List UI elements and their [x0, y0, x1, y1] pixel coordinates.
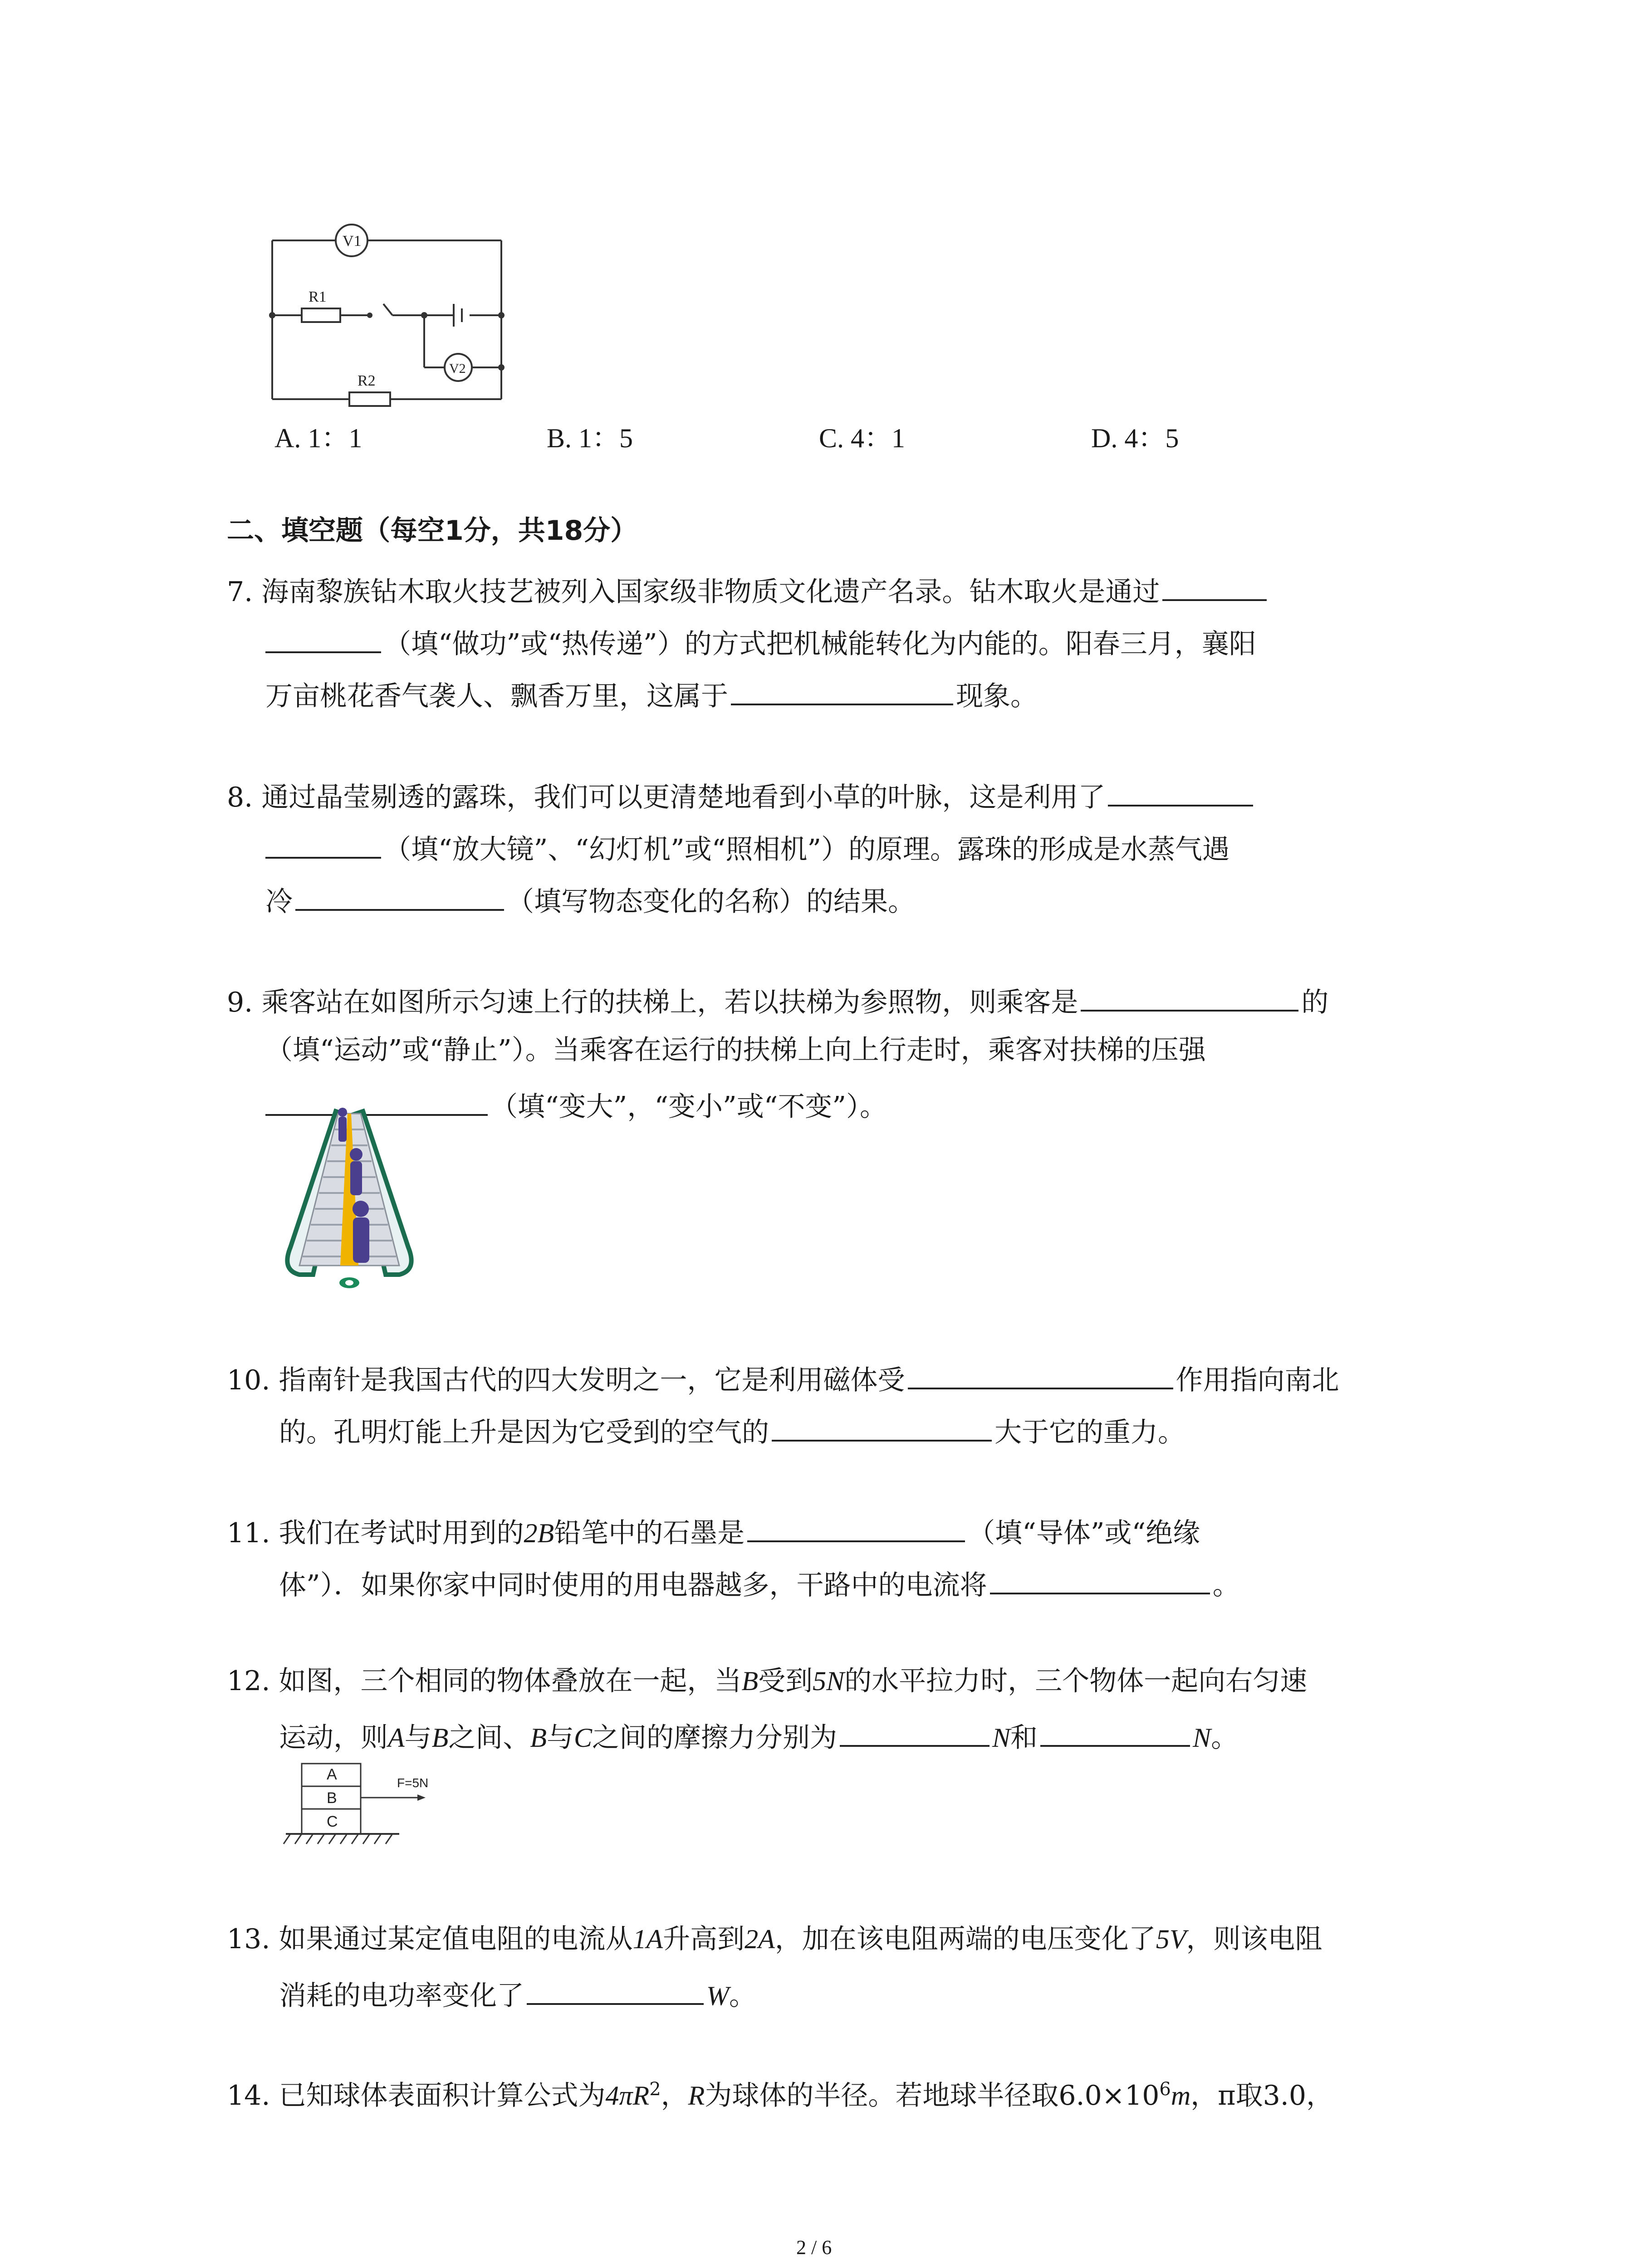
stacked-blocks-figure: [281, 1760, 463, 1864]
q8-line1: 8. 通过晶莹剔透的露珠，我们可以更清楚地看到小草的叶脉，这是利用了: [227, 779, 1256, 811]
block-a-label: A: [327, 1766, 337, 1783]
q10-line1: 10. 指南针是我国古代的四大发明之一，它是利用磁体受 作用指向南北: [227, 1362, 1339, 1394]
option-d: D. 4：5: [1091, 423, 1179, 453]
v1-label: V1: [343, 233, 362, 249]
section-title: 二、填空题（每空1分，共18分）: [227, 515, 638, 547]
q7-line2: （填“做功”或“热传递”）的方式把机械能转化为内能的。阳春三月，襄阳: [265, 626, 1256, 658]
q14-line1: 14. 已知球体表面积计算公式为$4\pi R^2$，R为球体的半径。若地球半径取$6.0\times 10^6m$，π取3.0，: [227, 2079, 1334, 2112]
option-a: A. 1：1: [274, 423, 362, 453]
q7-blank1-cont[interactable]: [265, 626, 381, 653]
q7-blank1[interactable]: [1162, 574, 1267, 601]
r1-label: R1: [309, 288, 327, 305]
q12-blank1[interactable]: [840, 1720, 989, 1747]
q7-blank2[interactable]: [731, 678, 953, 705]
q8-blank1-cont[interactable]: [265, 831, 381, 859]
q7-line1: 7. 海南黎族钻木取火技艺被列入国家级非物质文化遗产名录。钻木取火是通过: [227, 574, 1269, 606]
option-b: B. 1：5: [547, 423, 633, 453]
q9-line1: 9. 乘客站在如图所示匀速上行的扶梯上，若以扶梯为参照物，则乘客是 的: [227, 984, 1328, 1016]
q9-line3: （填“变大”，“变小”或“不变”）。: [265, 1089, 887, 1120]
circuit-diagram: [254, 218, 517, 413]
q9-blank1[interactable]: [1081, 984, 1298, 1012]
q10-blank1[interactable]: [908, 1362, 1173, 1389]
escalator-illustration: [263, 1102, 436, 1293]
force-label: F=5N: [397, 1776, 429, 1790]
q8-line2: （填“放大镜”、“幻灯机”或“照相机”）的原理。露珠的形成是水蒸气遇: [265, 831, 1230, 863]
q12-line2: 运动，则A与B之间、B与C之间的摩擦力分别为 N和 N。: [279, 1720, 1238, 1751]
q11-blank2[interactable]: [990, 1567, 1210, 1594]
q13-line2: 消耗的电功率变化了 W。: [279, 1978, 756, 2009]
q12-blank2[interactable]: [1040, 1720, 1190, 1747]
block-b-label: B: [327, 1789, 337, 1807]
q11-blank1[interactable]: [747, 1515, 965, 1542]
q7-line3: 万亩桃花香气袭人、飘香万里，这属于 现象。: [265, 678, 1038, 710]
q12-line1: 12. 如图，三个相同的物体叠放在一起，当B受到5N的水平拉力时，三个物体一起向右匀速: [227, 1665, 1308, 1697]
q13-line1: 13. 如果通过某定值电阻的电流从1A升高到2A，加在该电阻两端的电压变化了5V，则该电阻: [227, 1923, 1323, 1955]
q8-blank1[interactable]: [1108, 779, 1253, 807]
q8-line3: 冷 （填写物态变化的名称）的结果。: [265, 884, 915, 915]
q10-line2: 的。孔明灯能上升是因为它受到的空气的 大于它的重力。: [279, 1414, 1185, 1446]
block-c-label: C: [327, 1813, 338, 1830]
option-c: C. 4：1: [819, 423, 906, 453]
r2-label: R2: [358, 372, 376, 389]
page-number: 2 / 6: [796, 2236, 832, 2258]
q11-line2: 体”）．如果你家中同时使用的用电器越多，干路中的电流将 。: [279, 1567, 1240, 1599]
q8-blank2[interactable]: [295, 884, 504, 911]
q9-line2: （填“运动”或“静止”）。当乘客在运行的扶梯上向上行走时，乘客对扶梯的压强: [265, 1034, 1206, 1066]
q10-blank2[interactable]: [772, 1414, 992, 1442]
q13-blank1[interactable]: [527, 1978, 704, 2005]
q11-line1: 11. 我们在考试时用到的2B铅笔中的石墨是 （填“导体”或“绝缘: [227, 1515, 1200, 1547]
v2-label: V2: [449, 361, 466, 376]
